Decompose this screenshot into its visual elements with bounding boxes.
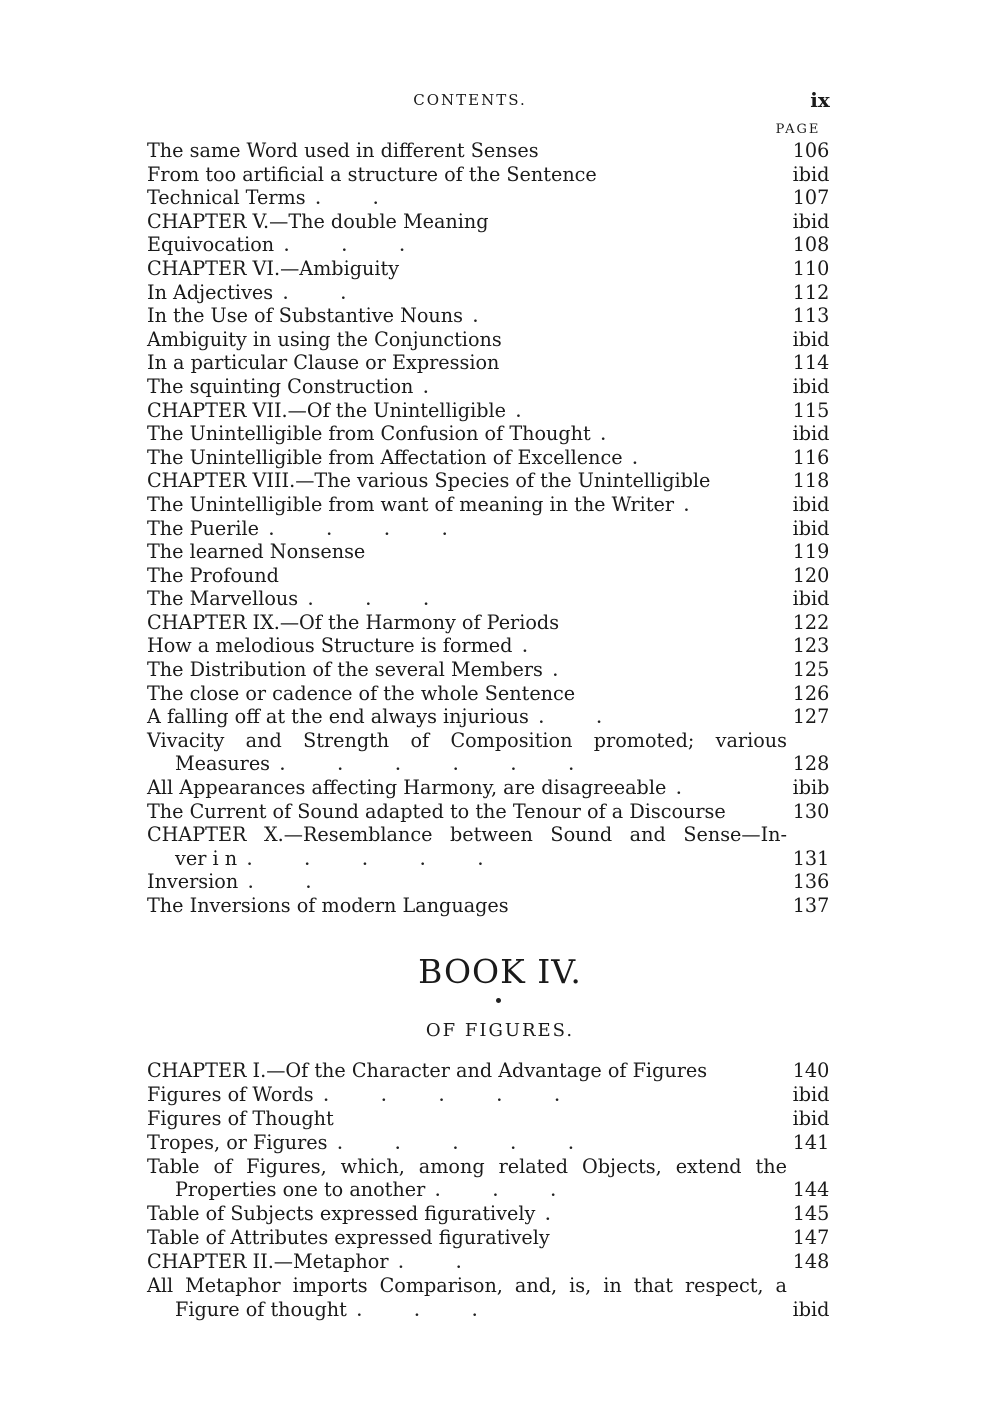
toc-entry bbox=[147, 540, 841, 564]
toc-entry bbox=[147, 870, 841, 894]
entry-page: 122 bbox=[792, 610, 830, 634]
toc-entry bbox=[147, 776, 841, 800]
leader-dots: . . . . bbox=[269, 522, 472, 539]
toc-entry-continued bbox=[147, 1274, 841, 1298]
entry-title: The Unintelligible from want of meaning in the Writer bbox=[147, 492, 675, 516]
entry-page: 115 bbox=[792, 398, 830, 422]
entry-page: 125 bbox=[792, 658, 830, 682]
toc-entry-continued bbox=[147, 729, 841, 753]
toc-entry bbox=[147, 233, 841, 257]
toc-entry bbox=[147, 564, 841, 588]
leader-dots: . . bbox=[248, 876, 335, 893]
entry-page: 144 bbox=[792, 1178, 830, 1202]
entry-page: ibid bbox=[792, 374, 830, 398]
leader-dots: . bbox=[472, 310, 502, 327]
leader-dots: . bbox=[515, 404, 545, 421]
leader-dots: . . . . . bbox=[337, 1136, 598, 1153]
toc-entry bbox=[147, 351, 841, 375]
toc-entry bbox=[147, 705, 841, 729]
entry-title: The learned Nonsense bbox=[147, 540, 366, 564]
entry-title: CHAPTER VI.—Ambiguity bbox=[147, 256, 400, 280]
entry-title: CHAPTER VIII.—The various Species of the Unintelligible bbox=[147, 469, 711, 493]
entry-page: 110 bbox=[792, 256, 830, 280]
toc-entry bbox=[147, 328, 841, 352]
entry-page: 137 bbox=[792, 894, 830, 917]
toc-entry bbox=[147, 469, 841, 493]
leader-dots: . . bbox=[538, 711, 626, 728]
entry-title: All Appearances affecting Harmony, are disagreeable bbox=[147, 776, 667, 800]
toc-entry bbox=[147, 281, 841, 305]
entry-title: A falling off at the end always injurious bbox=[147, 705, 529, 729]
leader-dots: . bbox=[684, 498, 713, 515]
entry-title: The same Word used in different Senses bbox=[147, 139, 539, 162]
leader-dots: . bbox=[522, 640, 552, 657]
leader-dots: . . . bbox=[284, 239, 429, 256]
page-column-label: PAGE bbox=[775, 122, 821, 137]
book-heading: BOOK IV. bbox=[418, 952, 582, 991]
leader-dots: . . . bbox=[356, 1303, 502, 1320]
entry-page: ibid bbox=[792, 1106, 830, 1130]
entry-title: The Unintelligible from Affectation of Excellence bbox=[147, 445, 623, 469]
toc-entry bbox=[147, 375, 841, 399]
entry-page: ibid bbox=[792, 1297, 830, 1321]
toc-entry bbox=[147, 399, 841, 423]
toc-entry bbox=[147, 210, 841, 234]
entry-title: The Unintelligible from Confusion of Thought bbox=[147, 422, 591, 446]
entry-page: ibid bbox=[792, 422, 830, 446]
toc-entry bbox=[147, 658, 841, 682]
toc-entry bbox=[147, 1131, 841, 1155]
entry-page: 126 bbox=[792, 681, 830, 705]
toc-entry-continued bbox=[147, 1155, 841, 1179]
entry-page: 148 bbox=[792, 1250, 830, 1274]
toc-entry bbox=[147, 446, 841, 470]
entry-title: The Distribution of the several Members bbox=[147, 658, 543, 682]
entry-title: Ambiguity in using the Conjunctions bbox=[147, 327, 502, 351]
toc-entry bbox=[147, 1202, 841, 1226]
entry-title: CHAPTER V.—The double Meaning bbox=[147, 209, 489, 233]
toc-entry bbox=[147, 800, 841, 824]
entry-page: 127 bbox=[792, 705, 830, 729]
entry-title: Figures of Thought bbox=[147, 1106, 334, 1130]
toc-entry bbox=[147, 422, 841, 446]
entry-title: The Inversions of modern Languages bbox=[147, 894, 509, 917]
toc-entry bbox=[147, 1178, 841, 1202]
entry-page: 116 bbox=[792, 445, 830, 469]
entry-page: 147 bbox=[792, 1226, 830, 1250]
leader-dots: . . . . . bbox=[247, 852, 507, 869]
entry-page: 128 bbox=[792, 752, 830, 776]
leader-dots: . . . bbox=[308, 593, 453, 610]
toc-entry bbox=[147, 163, 841, 187]
entry-page: 118 bbox=[792, 469, 830, 493]
entry-title: CHAPTER II.—Metaphor bbox=[147, 1250, 389, 1274]
entry-title: CHAPTER X.—Resemblance between Sound and Sense—In- bbox=[147, 823, 787, 847]
leader-dots: . bbox=[423, 380, 453, 397]
entry-page: 112 bbox=[792, 280, 830, 304]
entry-page: 123 bbox=[792, 634, 830, 658]
toc-entry-continued bbox=[147, 823, 841, 847]
entry-page: ibid bbox=[792, 1082, 830, 1106]
entry-page: 130 bbox=[792, 799, 830, 823]
entry-page: 108 bbox=[792, 233, 830, 257]
contents-list-section-1 bbox=[147, 139, 841, 918]
entry-page: 131 bbox=[792, 846, 830, 870]
entry-title: Technical Terms bbox=[147, 186, 306, 210]
leader-dots: . bbox=[632, 451, 662, 468]
entry-title: In Adjectives bbox=[147, 280, 274, 304]
ornament-dot bbox=[496, 998, 501, 1003]
entry-title: CHAPTER IX.—Of the Harmony of Periods bbox=[147, 610, 560, 634]
toc-entry bbox=[147, 752, 841, 776]
entry-page: ibid bbox=[792, 492, 830, 516]
entry-title: ver i n bbox=[175, 846, 238, 870]
entry-title: Tropes, or Figures bbox=[147, 1130, 328, 1154]
entry-title: Figure of thought bbox=[175, 1297, 347, 1321]
entry-title: Vivacity and Strength of Composition promoted; various bbox=[147, 728, 787, 752]
leader-dots: . bbox=[552, 664, 582, 681]
leader-dots: . . . . . . bbox=[280, 758, 598, 775]
entry-title: The squinting Construction bbox=[147, 374, 414, 398]
page-number: ix bbox=[810, 88, 830, 112]
toc-entry bbox=[147, 186, 841, 210]
entry-page: 113 bbox=[792, 304, 830, 328]
entry-page: 119 bbox=[792, 540, 830, 564]
entry-title: Table of Figures, which, among related Objects, extend the bbox=[147, 1154, 787, 1178]
toc-entry bbox=[147, 1226, 841, 1250]
contents-list-section-2 bbox=[147, 1059, 841, 1322]
entry-title: All Metaphor imports Comparison, and, is, in that respect, a bbox=[147, 1274, 787, 1298]
leader-dots: . . bbox=[315, 192, 403, 209]
entry-page: 120 bbox=[792, 563, 830, 587]
toc-entry bbox=[147, 682, 841, 706]
toc-entry bbox=[147, 587, 841, 611]
entry-title: Inversion bbox=[147, 870, 239, 894]
leader-dots: . bbox=[545, 1208, 575, 1225]
entry-title: Table of Subjects expressed figuratively bbox=[147, 1202, 536, 1226]
leader-dots: . . . . . bbox=[323, 1088, 584, 1105]
entry-page: 145 bbox=[792, 1202, 830, 1226]
entry-title: The Marvellous bbox=[147, 587, 299, 611]
toc-entry bbox=[147, 1298, 841, 1322]
toc-entry bbox=[147, 1083, 841, 1107]
entry-title: How a melodious Structure is formed bbox=[147, 634, 513, 658]
entry-title: Properties one to another bbox=[175, 1178, 426, 1202]
entry-title: The Current of Sound adapted to the Tenour of a Discourse bbox=[147, 799, 726, 823]
toc-entry bbox=[147, 493, 841, 517]
leader-dots: . bbox=[600, 428, 630, 445]
entry-title: The Puerile bbox=[147, 516, 260, 540]
toc-entry bbox=[147, 611, 841, 635]
leader-dots: . . . bbox=[435, 1184, 580, 1201]
toc-entry bbox=[147, 1250, 841, 1274]
toc-entry bbox=[147, 1107, 841, 1131]
entry-title: In the Use of Substantive Nouns bbox=[147, 304, 463, 328]
entry-page: 140 bbox=[792, 1059, 830, 1082]
entry-title: From too artificial a structure of the Sentence bbox=[147, 162, 597, 186]
entry-page: ibid bbox=[792, 162, 830, 186]
entry-page: ibid bbox=[792, 516, 830, 540]
entry-page: ibid bbox=[792, 327, 830, 351]
entry-title: CHAPTER I.—Of the Character and Advantage of Figures bbox=[147, 1059, 708, 1082]
running-head bbox=[0, 88, 1000, 112]
toc-entry bbox=[147, 1059, 841, 1083]
entry-page: ibid bbox=[792, 587, 830, 611]
book-subheading: OF FIGURES. bbox=[425, 1020, 575, 1041]
entry-title: The Profound bbox=[147, 563, 279, 587]
entry-title: The close or cadence of the whole Sentence bbox=[147, 681, 576, 705]
entry-page: 106 bbox=[792, 139, 830, 162]
entry-page: 136 bbox=[792, 870, 830, 894]
leader-dots: . . bbox=[398, 1256, 486, 1273]
toc-entry bbox=[147, 517, 841, 541]
toc-entry bbox=[147, 139, 841, 163]
entry-page: 114 bbox=[792, 351, 830, 375]
entry-page: 107 bbox=[792, 186, 830, 210]
entry-title: Figures of Words bbox=[147, 1082, 314, 1106]
entry-title: Table of Attributes expressed figuratively bbox=[147, 1226, 550, 1250]
leader-dots: . . bbox=[283, 286, 370, 303]
entry-page: ibid bbox=[792, 209, 830, 233]
toc-entry bbox=[147, 894, 841, 918]
toc-entry bbox=[147, 847, 841, 871]
entry-title: In a particular Clause or Expression bbox=[147, 351, 500, 375]
entry-title: Measures bbox=[175, 752, 271, 776]
toc-entry bbox=[147, 257, 841, 281]
entry-page: 141 bbox=[792, 1130, 830, 1154]
entry-title: CHAPTER VII.—Of the Unintelligible bbox=[147, 398, 506, 422]
running-head-title: CONTENTS. bbox=[413, 91, 527, 109]
entry-title: Equivocation bbox=[147, 233, 275, 257]
entry-page: ibib bbox=[792, 776, 830, 800]
toc-entry bbox=[147, 304, 841, 328]
leader-dots: . bbox=[676, 782, 706, 799]
toc-entry bbox=[147, 634, 841, 658]
